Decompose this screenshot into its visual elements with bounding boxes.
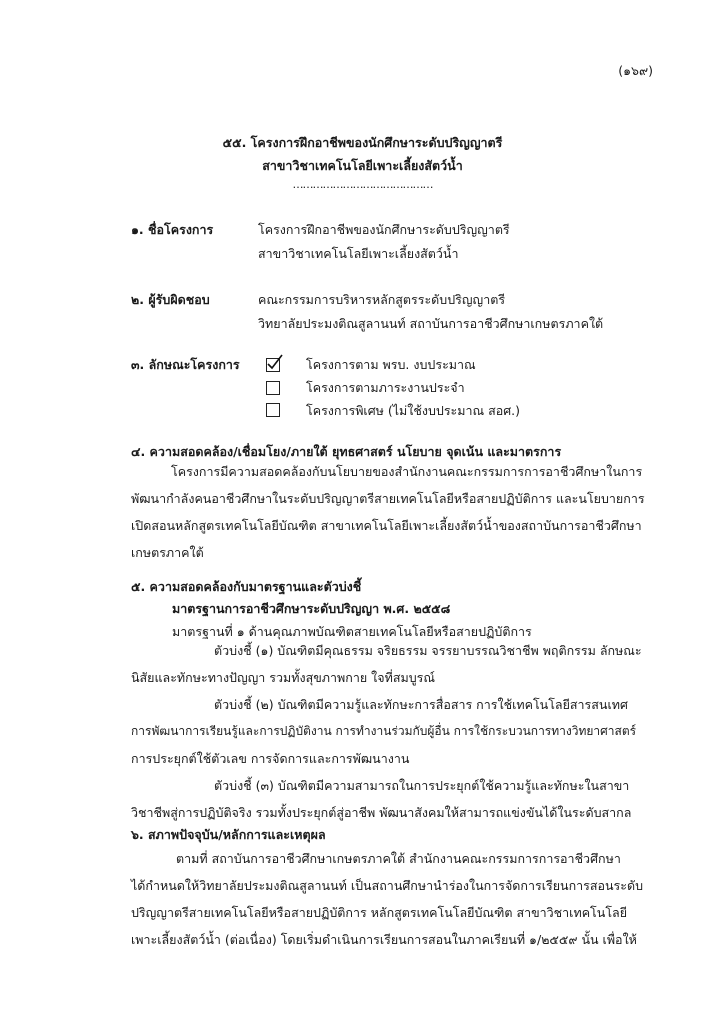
section-2-value-line2: วิทยาลัยประมงติณสูลานนท์ สถาบันการอาชีวศึกษาเกษตรภาคใต้: [258, 316, 604, 331]
paragraph-line: ตามที่ สถาบันการอาชีวศึกษาเกษตรภาคใต้ สำนักงานคณะกรรมการการอาชีวศึกษา: [176, 851, 621, 866]
paragraph-line: เกษตรภาคใต้: [131, 545, 204, 560]
document-title-line1: ๕๕. โครงการฝึกอาชีพของนักศึกษาระดับปริญญาตรี: [222, 135, 503, 150]
paragraph-line: เปิดสอนหลักสูตรเทคโนโลยีบัณฑิต สาขาเทคโนโลยีเพาะเลี้ยงสัตว์น้ำของสถาบันการอาชีวศึกษา: [131, 518, 642, 533]
indicator-line: ตัวบ่งชี้ (๒) บัณฑิตมีความรู้และทักษะการสื่อสาร การใช้เทคโนโลยีสารสนเทศ: [214, 697, 628, 712]
section-2-value-line1: คณะกรรมการบริหารหลักสูตรระดับปริญญาตรี: [258, 292, 506, 307]
option-label-special-project: โครงการพิเศษ (ไม่ใช้งบประมาณ สอศ.): [306, 403, 520, 418]
paragraph-line: ได้กำหนดให้วิทยาลัยประมงติณสูลานนท์ เป็นสถานศึกษานำร่องในการจัดการเรียนการสอนระดับ: [131, 878, 644, 893]
indicator-line: ตัวบ่งชี้ (๑) บัณฑิตมีคุณธรรม จริยธรรม จรรยาบรรณวิชาชีพ พฤติกรรม ลักษณะ: [214, 643, 642, 658]
checkbox-routine-work[interactable]: [266, 381, 280, 395]
section-4-paragraph: [131, 458, 646, 566]
checkbox-special-project[interactable]: [266, 403, 280, 417]
paragraph-line: โครงการมีความสอดคล้องกับนโยบายของสำนักงานคณะกรรมการการอาชีวศึกษาในการ: [171, 464, 643, 479]
paragraph-line: เพาะเลี้ยงสัตว์น้ำ (ต่อเนื่อง) โดยเริ่มดำเนินการเรียนการสอนในภาคเรียนที่ ๑/๒๕๕๙ นั้น เพื่อให้: [131, 932, 637, 947]
section-4-heading: ๔. ความสอดคล้อง/เชื่อมโยง/ภายใต้ ยุทธศาสตร์ นโยบาย จุดเน้น และมาตรการ: [131, 444, 562, 459]
section-1-label: ๑. ชื่อโครงการ: [131, 222, 214, 237]
indicator-line: วิชาชีพสู่การปฏิบัติจริง รวมทั้งประยุกต์สู่อาชีพ พัฒนาสังคมให้สามารถแข่งขันได้ในระดับสากล: [131, 805, 632, 820]
section-1-value-line2: สาขาวิชาเทคโนโลยีเพาะเลี้ยงสัตว์น้ำ: [258, 246, 459, 261]
indicator-line: ตัวบ่งชี้ (๓) บัณฑิตมีความสามารถในการประยุกต์ใช้ความรู้และทักษะในสาขา: [214, 778, 630, 793]
section-1-value-line1: โครงการฝึกอาชีพของนักศึกษาระดับปริญญาตรี: [258, 222, 510, 237]
checkbox-budget-act[interactable]: [266, 358, 280, 372]
section-2-label: ๒. ผู้รับผิดชอบ: [131, 292, 210, 307]
section-3-label: ๓. ลักษณะโครงการ: [131, 357, 240, 372]
title-dots-divider: ……………………………………: [292, 178, 433, 191]
indicator-line: นิสัยและทักษะทางปัญญา รวมทั้งสุขภาพกาย ใจที่สมบูรณ์: [131, 670, 435, 685]
option-label-routine-work: โครงการตามภาระงานประจำ: [306, 380, 465, 395]
option-label-budget-act: โครงการตาม พรบ. งบประมาณ: [306, 357, 476, 372]
standard-1-line: มาตรฐานที่ ๑ ด้านคุณภาพบัณฑิตสายเทคโนโลยีหรือสายปฏิบัติการ: [172, 624, 532, 639]
document-title-line2: สาขาวิชาเทคโนโลยีเพาะเลี้ยงสัตว์น้ำ: [262, 158, 463, 173]
paragraph-line: ปริญญาตรีสายเทคโนโลยีหรือสายปฏิบัติการ หลักสูตรเทคโนโลยีบัณฑิต สาขาวิชาเทคโนโลยี: [131, 905, 628, 920]
section-6-paragraph: [131, 845, 646, 953]
paragraph-line: พัฒนากำลังคนอาชีวศึกษาในระดับปริญญาตรีสายเทคโนโลยีหรือสายปฏิบัติการ และนโยบายการ: [131, 491, 645, 506]
section-5-subheading: มาตรฐานการอาชีวศึกษาระดับปริญญา พ.ศ. ๒๕๕๘: [172, 601, 451, 616]
indicator-line: การประยุกต์ใช้ตัวเลข การจัดการและการพัฒนางาน: [131, 751, 410, 766]
section-6-heading: ๖. สภาพปัจจุบัน/หลักการและเหตุผล: [131, 827, 326, 842]
check-mark-icon: [265, 354, 283, 372]
page-number: (๑๖๙): [618, 63, 653, 78]
section-5-heading: ๕. ความสอดคล้องกับมาตรฐานและตัวบ่งชี้: [131, 579, 362, 594]
section-5-indicators: [131, 637, 646, 826]
indicator-line: การพัฒนาการเรียนรู้และการปฏิบัติงาน การทำงานร่วมกับผู้อื่น การใช้กระบวนการทางวิทยาศาสตร์: [131, 724, 637, 738]
